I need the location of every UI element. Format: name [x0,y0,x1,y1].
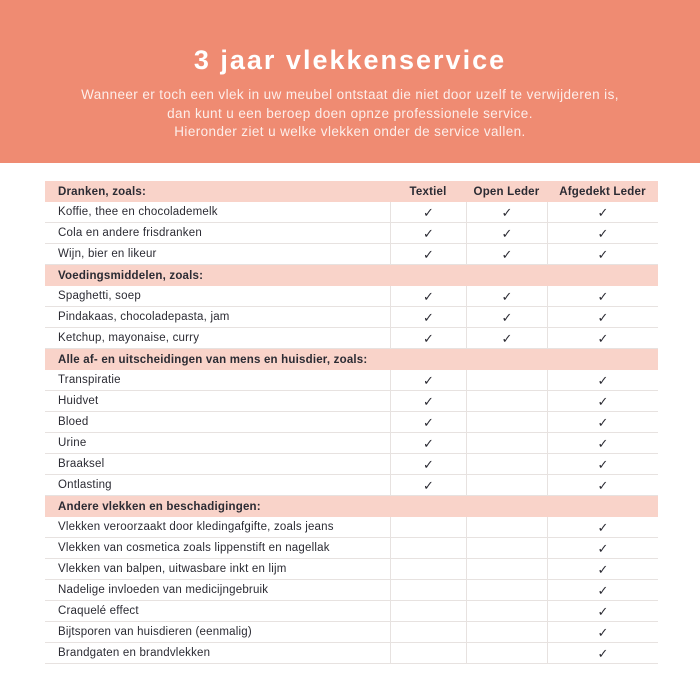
column-header-afgedekt-leder: Afgedekt Leder [559,185,646,198]
check-cell-afgedekt-leder: ✓ [547,517,658,537]
check-cell-textiel: ✓ [390,391,466,411]
table-row [45,475,658,496]
table-row [45,391,658,412]
table-row [45,202,658,223]
check-cell-open-leder: ✓ [466,307,547,327]
check-cell-afgedekt-leder: ✓ [547,433,658,453]
row-label: Pindakaas, chocoladepasta, jam [58,311,230,323]
check-cell-textiel [390,622,466,642]
section-title: Alle af- en uitscheidingen van mens en huisdier, zoals: [58,353,368,366]
check-cell-afgedekt-leder: ✓ [547,370,658,390]
table-row [45,433,658,454]
hero-banner [0,0,700,163]
table-row [45,601,658,622]
check-cell-textiel [390,601,466,621]
check-cell-textiel [390,538,466,558]
check-cell-textiel [390,517,466,537]
check-cell-open-leder: ✓ [466,223,547,243]
check-cell-textiel: ✓ [390,475,466,495]
check-cell-afgedekt-leder: ✓ [547,391,658,411]
page-title: 3 jaar vlekkenservice [193,45,507,75]
check-cell-open-leder [466,454,547,474]
check-cell-open-leder: ✓ [466,244,547,264]
table-row [45,580,658,601]
row-label: Urine [58,437,87,449]
row-label: Nadelige invloeden van medicijngebruik [58,584,269,596]
check-cell-open-leder: ✓ [466,286,547,306]
check-cell-afgedekt-leder: ✓ [547,601,658,621]
row-label: Vlekken van balpen, uitwasbare inkt en lijm [58,563,287,575]
check-cell-textiel: ✓ [390,433,466,453]
subtitle-line: dan kunt u een beroep doen opnze professionele service. [167,105,533,121]
table-row [45,223,658,244]
check-cell-textiel: ✓ [390,223,466,243]
check-cell-afgedekt-leder: ✓ [547,223,658,243]
check-cell-afgedekt-leder: ✓ [547,580,658,600]
check-cell-afgedekt-leder: ✓ [547,307,658,327]
table-row [45,412,658,433]
check-cell-textiel: ✓ [390,244,466,264]
check-cell-textiel [390,580,466,600]
row-label: Brandgaten en brandvlekken [58,647,211,659]
check-cell-textiel: ✓ [390,328,466,348]
table-row [45,517,658,538]
check-cell-afgedekt-leder: ✓ [547,328,658,348]
subtitle-line: Hieronder ziet u welke vlekken onder de service vallen. [174,124,526,139]
row-label: Vlekken van cosmetica zoals lippenstift en nagellak [58,542,330,554]
row-label: Bloed [58,416,89,428]
check-cell-textiel: ✓ [390,412,466,432]
check-cell-afgedekt-leder: ✓ [547,244,658,264]
check-cell-open-leder [466,370,547,390]
section-header-row-dranken [45,181,658,202]
check-cell-open-leder [466,643,547,663]
check-cell-open-leder [466,538,547,558]
row-label: Braaksel [58,458,105,470]
table-row [45,286,658,307]
check-cell-textiel [390,643,466,663]
table-row [45,244,658,265]
check-cell-textiel [390,559,466,579]
table-row [45,454,658,475]
check-cell-open-leder [466,433,547,453]
check-cell-open-leder: ✓ [466,328,547,348]
row-label: Craquelé effect [58,605,139,617]
row-label: Bijtsporen van huisdieren (eenmalig) [58,626,252,638]
check-cell-open-leder [466,580,547,600]
table-row [45,307,658,328]
row-label: Spaghetti, soep [58,290,141,302]
check-cell-afgedekt-leder: ✓ [547,538,658,558]
row-label: Transpiratie [58,374,121,386]
check-cell-textiel: ✓ [390,202,466,222]
table-row [45,643,658,664]
check-cell-open-leder [466,475,547,495]
check-cell-afgedekt-leder: ✓ [547,559,658,579]
section-title: Andere vlekken en beschadigingen: [58,500,261,513]
check-cell-afgedekt-leder: ✓ [547,454,658,474]
section-header-row-andere-vlekken [45,496,658,517]
check-cell-open-leder [466,559,547,579]
table-row [45,622,658,643]
row-label: Ketchup, mayonaise, curry [58,332,200,344]
check-cell-afgedekt-leder: ✓ [547,475,658,495]
section-header-row-voedingsmiddelen [45,265,658,286]
section-title: Voedingsmiddelen, zoals: [58,269,204,282]
section-title: Dranken, zoals: [58,185,146,198]
check-cell-textiel: ✓ [390,454,466,474]
table-row [45,559,658,580]
check-cell-afgedekt-leder: ✓ [547,202,658,222]
row-label: Wijn, bier en likeur [58,248,157,260]
check-cell-textiel: ✓ [390,286,466,306]
page-subtitle [0,86,700,142]
row-label: Koffie, thee en chocolademelk [58,206,218,218]
check-cell-open-leder [466,391,547,411]
check-cell-open-leder: ✓ [466,202,547,222]
row-label: Huidvet [58,395,99,407]
check-cell-open-leder [466,517,547,537]
column-header-textiel: Textiel [409,185,447,198]
row-label: Vlekken veroorzaakt door kledingafgifte, zoals jeans [58,521,334,533]
check-cell-textiel: ✓ [390,307,466,327]
column-header-open-leder: Open Leder [473,185,540,198]
check-cell-afgedekt-leder: ✓ [547,286,658,306]
check-cell-afgedekt-leder: ✓ [547,643,658,663]
check-cell-open-leder [466,601,547,621]
table-row [45,370,658,391]
stain-service-table [45,181,658,664]
check-cell-open-leder [466,622,547,642]
subtitle-line: Wanneer er toch een vlek in uw meubel ontstaat die niet door uzelf te verwijderen is, [81,87,619,102]
table-row [45,538,658,559]
check-cell-afgedekt-leder: ✓ [547,412,658,432]
check-cell-afgedekt-leder: ✓ [547,622,658,642]
check-cell-textiel: ✓ [390,370,466,390]
section-header-row-uitscheidingen [45,349,658,370]
row-label: Ontlasting [58,479,112,491]
row-label: Cola en andere frisdranken [58,227,202,239]
check-cell-open-leder [466,412,547,432]
table-row [45,328,658,349]
